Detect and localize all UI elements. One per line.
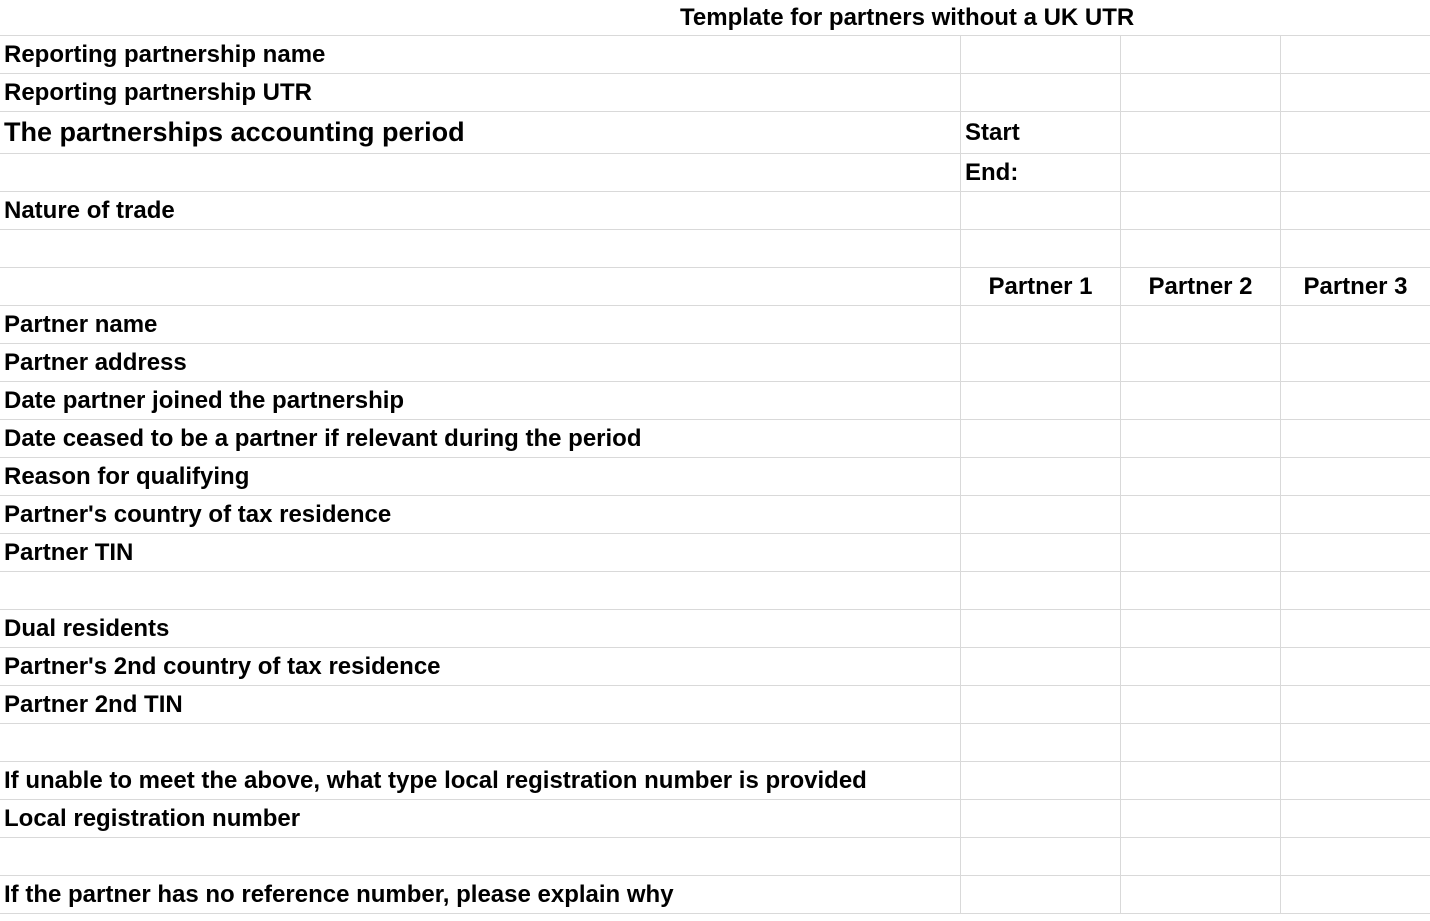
row-blank	[0, 724, 1430, 762]
input-cell[interactable]	[960, 534, 1120, 571]
input-cell[interactable]	[1280, 74, 1430, 111]
input-cell[interactable]	[1280, 344, 1430, 381]
input-cell[interactable]	[1280, 306, 1430, 343]
row-second-country	[0, 648, 1430, 686]
input-cell[interactable]	[960, 800, 1120, 837]
input-cell[interactable]	[1280, 686, 1430, 723]
row-accounting-period-start	[0, 112, 1430, 154]
input-cell[interactable]	[960, 762, 1120, 799]
sheet-title: Template for partners without a UK UTR	[680, 4, 1135, 31]
input-cell[interactable]	[1120, 648, 1280, 685]
input-cell[interactable]	[1280, 420, 1430, 457]
label-cell[interactable]	[0, 724, 960, 761]
label-cell[interactable]: Date partner joined the partnership	[4, 386, 405, 414]
input-cell[interactable]	[1280, 458, 1430, 495]
input-cell[interactable]	[960, 344, 1120, 381]
input-cell[interactable]	[1120, 344, 1280, 381]
input-cell[interactable]	[1280, 838, 1430, 875]
end-date-cell[interactable]	[1120, 154, 1280, 191]
input-cell[interactable]	[1120, 762, 1280, 799]
input-cell[interactable]	[960, 306, 1120, 343]
row-reason-qualifying	[0, 458, 1430, 496]
input-cell[interactable]	[1120, 230, 1280, 267]
row-partner-address	[0, 344, 1430, 382]
input-cell[interactable]	[960, 36, 1120, 73]
input-cell[interactable]	[960, 420, 1120, 457]
input-cell[interactable]	[1120, 800, 1280, 837]
label-cell[interactable]: If the partner has no reference number, please explain why	[4, 880, 674, 908]
input-cell[interactable]	[1120, 724, 1280, 761]
input-cell[interactable]	[1280, 724, 1430, 761]
label-cell[interactable]	[0, 268, 960, 305]
label-cell[interactable]: Reason for qualifying	[4, 462, 250, 490]
input-cell[interactable]	[960, 648, 1120, 685]
input-cell[interactable]	[960, 382, 1120, 419]
input-cell[interactable]	[1280, 648, 1430, 685]
input-cell[interactable]	[960, 610, 1120, 647]
input-cell[interactable]	[960, 74, 1120, 111]
label-cell[interactable]: Reporting partnership name	[4, 40, 326, 68]
title-row[interactable]	[0, 0, 1430, 36]
label-cell[interactable]: If unable to meet the above, what type local registration number is provided	[4, 766, 867, 794]
label-cell[interactable]: Partner address	[4, 348, 187, 376]
input-cell[interactable]	[960, 686, 1120, 723]
label-cell[interactable]: Nature of trade	[4, 196, 175, 224]
row-date-ceased	[0, 420, 1430, 458]
input-cell[interactable]	[1280, 382, 1430, 419]
label-cell[interactable]: Dual residents	[4, 614, 170, 642]
label-cell[interactable]: Partner 2nd TIN	[4, 690, 183, 718]
row-blank	[0, 838, 1430, 876]
row-blank	[0, 230, 1430, 268]
input-cell[interactable]	[1280, 762, 1430, 799]
input-cell[interactable]	[960, 496, 1120, 533]
label-cell[interactable]	[0, 154, 960, 191]
row-no-reference-explanation	[0, 876, 1430, 914]
row-partnership-name	[0, 36, 1430, 74]
row-local-registration-type	[0, 762, 1430, 800]
row-partner-tin	[0, 534, 1430, 572]
input-cell[interactable]	[1120, 192, 1280, 229]
row-partner-name	[0, 306, 1430, 344]
input-cell[interactable]	[1280, 572, 1430, 609]
end-label-cell[interactable]: End:	[960, 154, 1120, 191]
input-cell[interactable]	[1280, 800, 1430, 837]
form-grid	[0, 36, 1430, 914]
input-cell[interactable]	[1120, 610, 1280, 647]
input-cell[interactable]	[1280, 36, 1430, 73]
label-cell[interactable]: Local registration number	[4, 804, 301, 832]
row-local-registration-number	[0, 800, 1430, 838]
label-cell[interactable]: Date ceased to be a partner if relevant during the period	[4, 424, 642, 452]
label-cell[interactable]: Reporting partnership UTR	[4, 78, 313, 106]
label-cell[interactable]: Partner's 2nd country of tax residence	[4, 652, 441, 680]
input-cell[interactable]	[1120, 74, 1280, 111]
row-partnership-utr	[0, 74, 1430, 112]
input-cell[interactable]	[1120, 458, 1280, 495]
input-cell[interactable]	[1280, 610, 1430, 647]
input-cell[interactable]	[960, 458, 1120, 495]
input-cell[interactable]	[1120, 572, 1280, 609]
partner-1-header[interactable]: Partner 1	[960, 268, 1120, 305]
input-cell[interactable]	[1280, 534, 1430, 571]
input-cell[interactable]	[1280, 496, 1430, 533]
input-cell[interactable]	[1120, 496, 1280, 533]
input-cell[interactable]	[960, 192, 1120, 229]
input-cell[interactable]	[1280, 154, 1430, 191]
row-second-tin	[0, 686, 1430, 724]
row-date-joined	[0, 382, 1430, 420]
partner-3-header[interactable]: Partner 3	[1280, 268, 1430, 305]
row-accounting-period-end	[0, 154, 1430, 192]
input-cell[interactable]	[1120, 838, 1280, 875]
input-cell[interactable]	[1120, 420, 1280, 457]
input-cell[interactable]	[1280, 112, 1430, 153]
label-cell[interactable]: Partner's country of tax residence	[4, 500, 392, 528]
input-cell[interactable]	[960, 230, 1120, 267]
input-cell[interactable]	[1120, 534, 1280, 571]
input-cell[interactable]	[960, 572, 1120, 609]
start-date-cell[interactable]	[1120, 112, 1280, 153]
input-cell[interactable]	[1280, 230, 1430, 267]
row-country-tax-residence	[0, 496, 1430, 534]
input-cell[interactable]	[1120, 36, 1280, 73]
label-cell[interactable]	[0, 230, 960, 267]
row-blank	[0, 572, 1430, 610]
label-cell[interactable]	[0, 572, 960, 609]
label-cell[interactable]: Partner name	[4, 310, 158, 338]
input-cell[interactable]	[960, 724, 1120, 761]
label-cell[interactable]: Partner TIN	[4, 538, 134, 566]
input-cell[interactable]	[1280, 876, 1430, 913]
input-cell[interactable]	[1280, 192, 1430, 229]
partner-2-header[interactable]: Partner 2	[1120, 268, 1280, 305]
input-cell[interactable]	[1120, 686, 1280, 723]
label-cell[interactable]	[0, 838, 960, 875]
row-dual-residents	[0, 610, 1430, 648]
input-cell[interactable]	[1120, 382, 1280, 419]
start-label-cell[interactable]: Start	[960, 112, 1120, 153]
row-partner-headers	[0, 268, 1430, 306]
label-cell[interactable]: The partnerships accounting period	[4, 117, 465, 147]
input-cell[interactable]	[1120, 876, 1280, 913]
input-cell[interactable]	[960, 838, 1120, 875]
row-nature-of-trade	[0, 192, 1430, 230]
input-cell[interactable]	[1120, 306, 1280, 343]
input-cell[interactable]	[960, 876, 1120, 913]
